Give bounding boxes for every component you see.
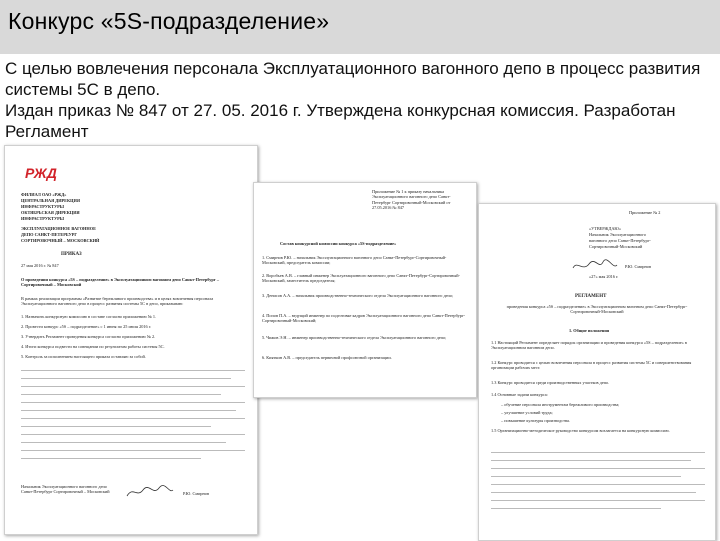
regulation-subtitle: проведения конкурса «5S – подразделение» в Эксплуатационном вагонном депо Санкт-Петербург-Сортировочный-Московский <box>506 304 688 315</box>
commission-member: 6. Кияткин А.В. – председатель первичной профсоюзной организации. <box>262 355 392 360</box>
rzd-logo-text: РЖД <box>25 165 57 181</box>
regulation-text-lines <box>491 468 705 469</box>
order-paragraph: 2. Провести конкурс «5S – подразделение» с 1 июня по 25 июля 2016 г. <box>21 324 152 329</box>
order-text-lines <box>21 426 211 427</box>
regulation-text-lines <box>491 476 681 477</box>
regulation-document-image <box>478 203 716 541</box>
order-heading: ПРИКАЗ <box>61 252 82 257</box>
commission-document-image <box>253 182 477 398</box>
regulation-text-lines <box>491 460 691 461</box>
order-text-lines <box>21 410 236 411</box>
regulation-approve-line: «УТВЕРЖДАЮ» <box>589 226 621 231</box>
regulation-approve-line: Сортировочный-Московский <box>589 244 643 249</box>
order-document-image <box>4 145 258 535</box>
order-paragraph: 1. Назначить конкурсную комиссию в составе согласно приложению № 1. <box>21 314 157 319</box>
order-text-lines <box>21 450 245 451</box>
order-org-line: ФИЛИАЛ ОАО «РЖД» <box>21 192 67 197</box>
order-org-line: ЭКСПЛУАТАЦИОННОЕ ВАГОННОЕ <box>21 226 96 231</box>
regulation-text-lines <box>491 452 705 453</box>
order-paragraph: 3. Утвердить Регламент проведения конкурса согласно приложению № 2. <box>21 334 156 339</box>
order-org-line: ЦЕНТРАЛЬНАЯ ДИРЕКЦИЯ <box>21 198 80 203</box>
regulation-item: 1.3 Конкурс проводится среди производственных участков депо. <box>491 380 610 385</box>
regulation-item: 1.1 Настоящий Регламент определяет порядок организации и проведения конкурса «5S – подразделение» в Эксплуатационном вагонном депо. <box>491 340 687 351</box>
rzd-logo-icon <box>23 164 59 182</box>
order-text-lines <box>21 442 226 443</box>
body-paragraph-1: С целью вовлечения персонала Эксплуатационного вагонного депо в процесс развития системы 5С в депо. <box>5 59 701 99</box>
commission-member: 4. Попов П.А. – ведущий инженер по подготовке кадров Эксплуатационного вагонного депо Санкт-Петербург-Сортировочный-Московский; <box>262 313 466 324</box>
order-org-line: ИНФРАСТРУКТУРЫ <box>21 204 64 209</box>
commission-member: 2. Воробьев А.В. – главный инженер Эксплуатационного вагонного депо Санкт-Петербург-Сортировочный-Московский, заместитель председателя; <box>262 273 460 284</box>
regulation-item: – обучение персонала инструментам бережливого производства; <box>501 402 620 407</box>
regulation-title: РЕГЛАМЕНТ <box>575 294 607 299</box>
regulation-text-lines <box>491 484 705 485</box>
order-paragraph: 5. Контроль за исполнением настоящего приказа оставляю за собой. <box>21 354 146 359</box>
regulation-approve-line: Р.Ю. Смирнов <box>625 264 652 269</box>
regulation-text-lines <box>491 492 696 493</box>
slide-title-bar <box>0 0 720 54</box>
order-text-lines <box>21 402 245 403</box>
slide-title: Конкурс «5S-подразделение» <box>8 8 330 34</box>
slide-body <box>5 58 717 142</box>
order-text-lines <box>21 378 231 379</box>
regulation-section: 1. Общие положения <box>569 328 610 333</box>
regulation-item: 1.2 Конкурс проводится с целью вовлечения персонала в процесс развития системы 5С и совершенствования организации рабочих мест. <box>491 360 692 371</box>
commission-member: 5. Чижов Э.Н. – инженер производственно-технического отдела Эксплуатационного вагонного депо; <box>262 335 447 340</box>
handwritten-signature-icon <box>125 484 175 500</box>
handwritten-signature-icon <box>571 258 619 274</box>
order-org-line: ДЕПО САНКТ-ПЕТЕРБУРГ <box>21 232 78 237</box>
order-text-lines <box>21 458 201 459</box>
order-number-line: 27 мая 2016 г. № 847 <box>21 263 59 268</box>
order-text-lines <box>21 418 245 419</box>
order-paragraph: 4. Итоги конкурса подвести на совещании по результатам работы системы 5С. <box>21 344 165 349</box>
commission-member: 3. Денисов А.А. – начальник производственно-технического отдела Эксплуатационного вагонного депо; <box>262 293 454 298</box>
commission-title: Состав конкурсной комиссии конкурса «5S-подразделение» <box>280 241 397 246</box>
order-signature-title: Начальник Эксплуатационного вагонного депо Санкт-Петербург Сортировочный – Московский <box>21 484 110 495</box>
regulation-approve-line: вагонного депо Санкт-Петербург- <box>589 238 651 243</box>
body-paragraph-2: Издан приказ № 847 от 27. 05. 2016 г. Утверждена конкурсная комиссия. Разработан Регламент <box>5 101 676 141</box>
regulation-header: Приложение № 2 <box>629 210 661 215</box>
order-org-line: ОКТЯБРЬСКАЯ ДИРЕКЦИЯ <box>21 210 80 215</box>
regulation-text-lines <box>491 500 705 501</box>
regulation-approve-line: «27» мая 2016 г. <box>589 274 619 279</box>
order-text-lines <box>21 394 221 395</box>
regulation-approve-line: Начальник Эксплуатационного <box>589 232 647 237</box>
order-text-lines <box>21 370 245 371</box>
commission-member: 1. Смирнов Р.Ю. – начальник Эксплуатационного вагонного депо Санкт-Петербург-Сортировочный-Московский, председатель комиссии; <box>262 255 447 266</box>
order-signature-name: Р.Ю. Смирнов <box>183 491 210 496</box>
regulation-item: – улучшение условий труда; <box>501 410 553 415</box>
commission-header: Приложение № 1 к приказу начальника Эксплуатационного вагонного депо Санкт-Петербург Сортировочный-Московский от 27.05.2016 № 847 <box>372 189 451 211</box>
regulation-item: 1.4 Основные задачи конкурса: <box>491 392 548 397</box>
order-text-lines <box>21 386 245 387</box>
order-paragraph: В рамках реализации программы «Развитие бережливого производства» и в целях вовлечения персонала Эксплуатационного вагонного депо в процесс развития системы 5С в депо, приказываю: <box>21 296 214 307</box>
order-org-line: ИНФРАСТРУКТУРЫ <box>21 216 64 221</box>
order-text-lines <box>21 434 245 435</box>
regulation-item: 1.5 Организационно-методическое руководство конкурсом возлагается на конкурсную комиссию. <box>491 428 670 433</box>
regulation-text-lines <box>491 508 661 509</box>
order-org-line: СОРТИРОВОЧНЫЙ – МОСКОВСКИЙ <box>21 238 100 243</box>
regulation-item: – повышение культуры производства. <box>501 418 570 423</box>
order-subject: О проведении конкурса «5S – подразделение» в Эксплуатационном вагонном депо Санкт-Петербург – Сортировочный – Московский <box>21 277 219 288</box>
